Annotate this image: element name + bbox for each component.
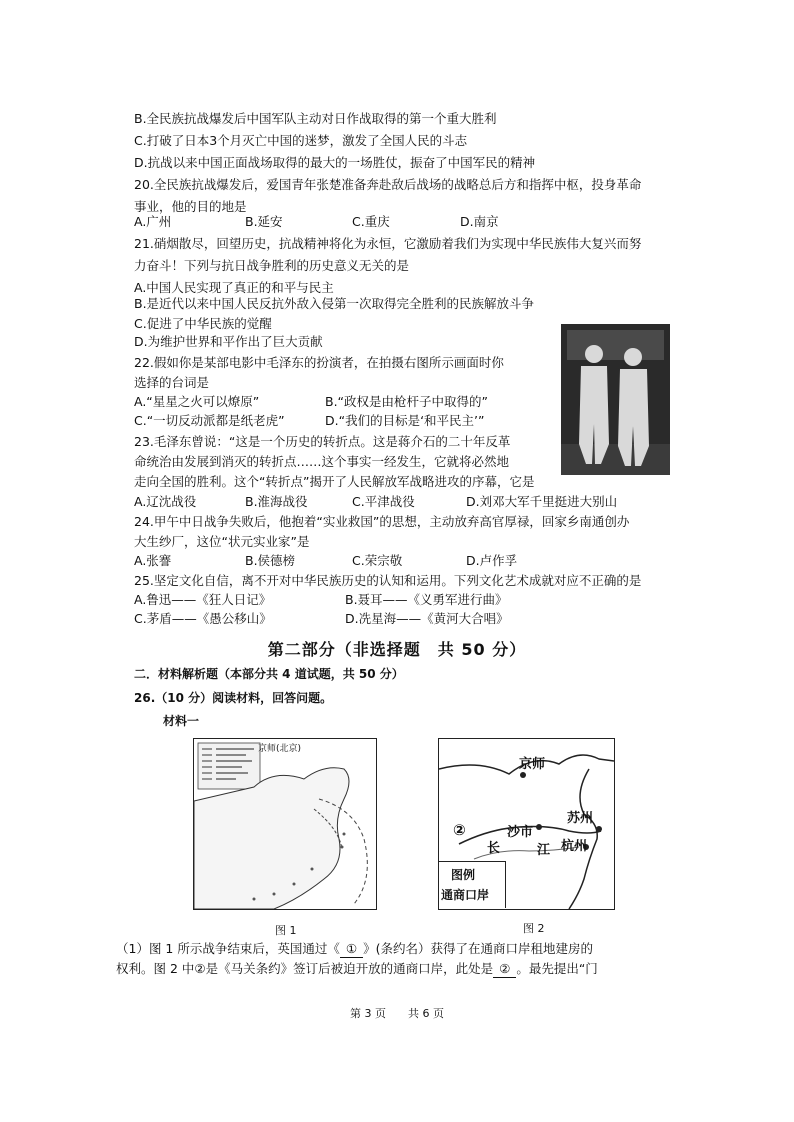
q22-stem-cont: 选择的台词是 (134, 375, 210, 390)
q21-option-d: D.为维护世界和平作出了巨大贡献 (134, 334, 323, 349)
q21-option-a: A.中国人民实现了真正的和平与民主 (134, 280, 334, 295)
q24-option-b: B.侯德榜 (245, 553, 296, 568)
q23-option-a: A.辽沈战役 (134, 494, 197, 509)
q23-option-d: D.刘邓大军千里挺进大别山 (466, 494, 618, 509)
map2-river-char-1: 长 (487, 841, 501, 856)
map2-caption: 图 2 (523, 922, 545, 935)
q26-stem: 26.（10 分）阅读材料，回答问题。 (134, 691, 333, 705)
q20-stem: 20.全民族抗战爆发后，爱国青年张楚准备奔赴敌后战场的战略总后方和指挥中枢，投身革命 (134, 177, 642, 192)
q19-option-c: C.打破了日本3个月灭亡中国的迷梦，激发了全国人民的斗志 (134, 133, 468, 148)
map2-city-hangzhou: 杭州 (561, 839, 588, 854)
q20-option-c: C.重庆 (352, 214, 390, 229)
map-figure-1 (193, 738, 377, 910)
map2-city-shashi: 沙市 (507, 825, 534, 840)
q23-stem-cont2: 走向全国的胜利。这个“转折点”揭开了人民解放军战略进攻的序幕，它是 (134, 474, 535, 489)
q24-option-c: C.荣宗敬 (352, 553, 403, 568)
map1-drawing (194, 739, 376, 909)
q26-text-4: 。最先提出“门 (516, 961, 598, 976)
map2-city-suzhou: 苏州 (567, 811, 594, 826)
q20-stem-cont: 事业，他的目的地是 (134, 199, 247, 214)
q22-option-c: C.“一切反动派都是纸老虎” (134, 413, 285, 428)
q25-option-b: B.聂耳——《义勇军进行曲》 (345, 592, 508, 607)
q19-option-b: B.全民族抗战爆发后中国军队主动对日作战取得的第一个重大胜利 (134, 111, 497, 126)
q21-option-c: C.促进了中华民族的觉醒 (134, 316, 272, 331)
q23-stem-cont1: 命统治由发展到消灭的转折点……这个事实一经发生，它就将必然地 (134, 454, 510, 469)
photo-figures (561, 324, 670, 475)
historical-photo (561, 324, 670, 475)
q23-stem: 23.毛泽东曾说：“这是一个历史的转折点。这是蒋介石的二十年反革 (134, 434, 511, 449)
section-title: 第二部分（非选择题 共 50 分） (267, 640, 527, 659)
q20-option-d: D.南京 (460, 214, 499, 229)
map2-legend-item: 通商口岸 (441, 888, 490, 902)
q24-stem-cont: 大生纱厂，这位“状元实业家”是 (134, 534, 310, 549)
q21-option-b: B.是近代以来中国人民反抗外敌入侵第一次取得完全胜利的民族解放斗争 (134, 296, 535, 311)
q25-stem: 25.坚定文化自信，离不开对中华民族历史的认知和运用。下列文化艺术成就对应不正确的是 (134, 573, 642, 588)
q22-option-a: A.“星星之火可以燎原” (134, 394, 260, 409)
map2-river-char-2: 江 (537, 843, 551, 858)
page-footer: 第 3 页 共 6 页 (350, 1007, 444, 1020)
q26-part1-line2 (116, 961, 598, 978)
map-figure-2 (438, 738, 615, 910)
q24-option-d: D.卢作孚 (466, 553, 518, 568)
section-subtitle: 二．材料解析题（本部分共 4 道试题，共 50 分） (134, 667, 404, 681)
q20-option-b: B.延安 (245, 214, 283, 229)
q26-part1-line1 (116, 941, 593, 958)
map1-caption: 图 1 (275, 924, 297, 937)
q24-option-a: A.张謇 (134, 553, 172, 568)
q26-text-2: 》(条约名）获得了在通商口岸租地建房的 (363, 941, 593, 956)
q19-option-d: D.抗战以来中国正面战场取得的最大的一场胜仗，振奋了中国军民的精神 (134, 155, 536, 170)
q21-stem: 21.硝烟散尽，回望历史，抗战精神将化为永恒，它激励着我们为实现中华民族伟大复兴而努 (134, 236, 642, 251)
map2-marker: ② (453, 821, 466, 839)
map2-legend-title: 图例 (451, 868, 476, 882)
q25-option-a: A.鲁迅——《狂人日记》 (134, 592, 272, 607)
q26-text-1: （1）图 1 所示战争结束后，英国通过《 (116, 941, 340, 956)
q22-stem: 22.假如你是某部电影中毛泽东的扮演者，在拍摄右图所示画面时你 (134, 355, 504, 370)
material-label: 材料一 (163, 714, 200, 728)
map2-legend (439, 861, 506, 908)
map1-city-label: 京师(北京) (258, 744, 302, 754)
q26-text-3: 权利。图 2 中②是《马关条约》签订后被迫开放的通商口岸，此处是 (116, 961, 494, 976)
answer-blank-1[interactable]: ① (340, 941, 363, 958)
q22-option-b: B.“政权是由枪杆子中取得的” (325, 394, 489, 409)
q25-option-d: D.冼星海——《黄河大合唱》 (345, 611, 509, 626)
q21-stem-cont: 力奋斗！下列与抗日战争胜利的历史意义无关的是 (134, 258, 410, 273)
q22-option-d: D.“我们的目标是‘和平民主’” (325, 413, 485, 428)
answer-blank-2[interactable]: ② (493, 961, 516, 978)
q20-option-a: A.广州 (134, 214, 172, 229)
q24-stem: 24.甲午中日战争失败后，他抱着“实业救国”的思想，主动放弃高官厚禄，回家乡南通创办 (134, 514, 630, 529)
q23-option-c: C.平津战役 (352, 494, 415, 509)
map2-city-beijing: 京师 (519, 757, 546, 772)
q23-option-b: B.淮海战役 (245, 494, 308, 509)
q25-option-c: C.茅盾——《愚公移山》 (134, 611, 272, 626)
